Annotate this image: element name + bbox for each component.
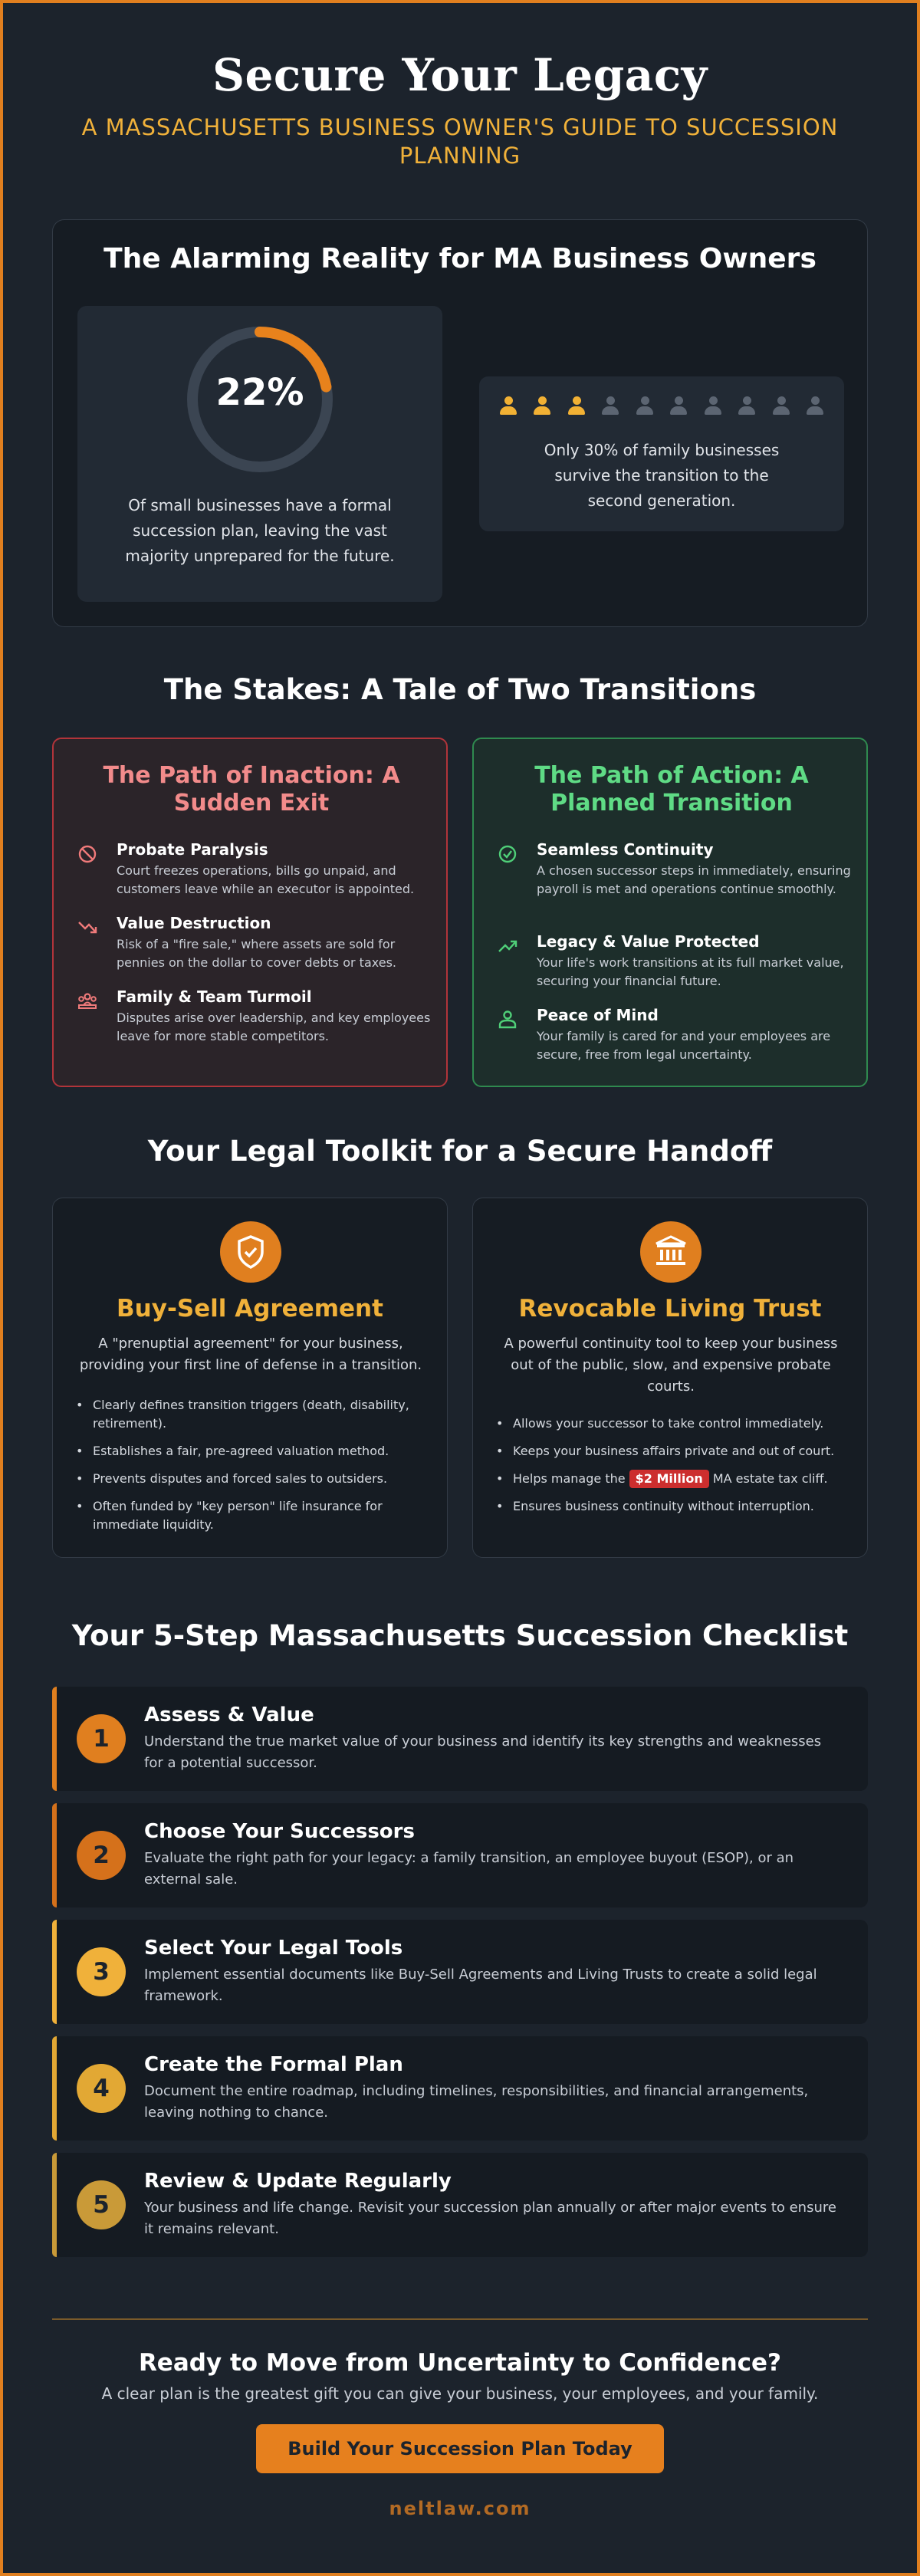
person-icon-highlighted: [531, 395, 553, 418]
step-accent-bar: [52, 2036, 57, 2141]
action-title: The Path of Action: A Planned Transition: [534, 762, 809, 816]
inaction-item-title: Family & Team Turmoil: [117, 987, 312, 1006]
step-number-badge: 3: [77, 1947, 126, 1996]
buy-sell-bullet: • Clearly defines transition triggers (death, disability, retirement).: [76, 1396, 429, 1433]
checklist-step: [52, 1920, 868, 2024]
page-title: Secure Your Legacy: [212, 49, 708, 101]
step-title: Select Your Legal Tools: [144, 1937, 403, 1960]
team-icon: [77, 991, 98, 1012]
people-icon-row: [498, 395, 826, 418]
step-title: Create the Formal Plan: [144, 2053, 403, 2076]
inaction-item-title: Value Destruction: [117, 914, 271, 932]
reality-section: [52, 219, 868, 627]
family-business-description: Only 30% of family businesses survive the transition to the second generation.: [544, 441, 780, 510]
checklist-step: [52, 1687, 868, 1791]
person-icon: [702, 395, 724, 418]
buy-sell-bullet-list: [76, 1396, 429, 1543]
action-item-desc: Your life's work transitions at its full market value, securing your financial future.: [537, 955, 844, 988]
person-icon: [804, 395, 826, 418]
path-of-inaction-card: [52, 738, 448, 1087]
step-number-badge: 1: [77, 1714, 126, 1763]
action-item-title: Peace of Mind: [537, 1006, 659, 1024]
step-number-badge: 5: [77, 2180, 126, 2229]
buy-sell-agreement-card: [52, 1198, 448, 1558]
bank-icon: [640, 1221, 702, 1283]
step-accent-bar: [52, 2153, 57, 2257]
buy-sell-bullet: • Establishes a fair, pre-agreed valuation method.: [76, 1442, 429, 1460]
inaction-item-title: Probate Paralysis: [117, 840, 268, 859]
trust-description: A powerful continuity tool to keep your business out of the public, slow, and expensive probate courts.: [504, 1336, 838, 1395]
stat-value: 22%: [215, 371, 304, 414]
buy-sell-bullet: • Prevents disputes and forced sales to outsiders.: [76, 1470, 429, 1488]
step-description: Evaluate the right path for your legacy: a family transition, an employee buyout (ESOP), or an external sale.: [144, 1850, 794, 1888]
trust-bullet: • Allows your successor to take control immediately.: [496, 1414, 849, 1433]
inaction-title: The Path of Inaction: A Sudden Exit: [103, 762, 400, 816]
cta-subheading: A clear plan is the greatest gift you can give your business, your employees, and your family.: [101, 2384, 819, 2403]
checklist-step: [52, 2036, 868, 2141]
inaction-item-desc: Risk of a "fire sale," where assets are sold for pennies on the dollar to cover debts or taxes.: [117, 937, 396, 970]
checklist-step: [52, 2153, 868, 2257]
action-item-title: Legacy & Value Protected: [537, 932, 760, 951]
toolkit-heading: Your Legal Toolkit for a Secure Handoff: [147, 1135, 773, 1168]
buy-sell-title: Buy-Sell Agreement: [117, 1295, 383, 1322]
step-description: Implement essential documents like Buy-Sell Agreements and Living Trusts to create a solid legal framework.: [144, 1967, 817, 2004]
trust-bullet: • Keeps your business affairs private and out of court.: [496, 1442, 849, 1460]
trust-bullet-tax: [496, 1470, 849, 1488]
buy-sell-bullet: • Often funded by "key person" life insurance for immediate liquidity.: [76, 1497, 429, 1534]
step-number-badge: 4: [77, 2064, 126, 2113]
reality-heading: The Alarming Reality for MA Business Owners: [104, 243, 816, 274]
person-icon: [497, 1009, 518, 1030]
person-icon: [770, 395, 792, 418]
footer-site-link[interactable]: neltlaw.com: [389, 2498, 531, 2519]
checklist-step: [52, 1803, 868, 1907]
trust-bullet: • Ensures business continuity without interruption.: [496, 1497, 849, 1516]
action-item-desc: Your family is cared for and your employees are secure, free from legal uncertainty.: [537, 1029, 831, 1062]
person-icon: [668, 395, 689, 418]
action-item-title: Seamless Continuity: [537, 840, 714, 859]
page-subtitle: A MASSACHUSETTS BUSINESS OWNER'S GUIDE TO SUCCESSION PLANNING: [81, 114, 839, 169]
step-description: Understand the true market value of your business and identify its key strengths and weaknesses for a potential successor.: [144, 1733, 822, 1771]
family-business-stat-card: [479, 376, 844, 531]
person-icon: [600, 395, 621, 418]
check-circle-icon: [497, 843, 518, 865]
step-description: Document the entire roadmap, including timelines, responsibilities, and financial arrangements, leaving nothing to chance.: [144, 2083, 809, 2121]
tax-threshold-badge: $2 Million: [629, 1470, 709, 1488]
ban-icon: [77, 843, 98, 865]
inaction-item-desc: Court freezes operations, bills go unpaid, and customers leave while an executor is appointed.: [117, 863, 415, 896]
checklist-heading: Your 5-Step Massachusetts Succession Checklist: [71, 1619, 849, 1652]
cta-heading: Ready to Move from Uncertainty to Confidence?: [138, 2349, 782, 2377]
shield-check-icon: [220, 1221, 281, 1283]
stakes-heading: The Stakes: A Tale of Two Transitions: [163, 673, 757, 706]
person-icon-highlighted: [498, 395, 519, 418]
tax-suffix: MA estate tax cliff.: [712, 1471, 828, 1486]
inaction-item-desc: Disputes arise over leadership, and key employees leave for more stable competitors.: [117, 1010, 431, 1043]
build-succession-plan-button[interactable]: Build Your Succession Plan Today: [256, 2424, 664, 2473]
step-accent-bar: [52, 1920, 57, 2024]
step-title: Choose Your Successors: [144, 1820, 415, 1843]
path-of-action-card: [472, 738, 868, 1087]
step-title: Review & Update Regularly: [144, 2170, 452, 2193]
step-title: Assess & Value: [144, 1704, 314, 1727]
person-icon: [634, 395, 656, 418]
succession-plan-stat-card: [77, 306, 442, 602]
step-accent-bar: [52, 1803, 57, 1907]
trend-down-icon: [77, 917, 98, 938]
action-item-desc: A chosen successor steps in immediately, ensuring payroll is met and operations continue smoothly.: [537, 863, 851, 896]
person-icon-highlighted: [566, 395, 587, 418]
buy-sell-description: A "prenuptial agreement" for your business, providing your first line of defense in a transition.: [79, 1336, 422, 1373]
section-divider: [52, 2318, 868, 2320]
person-icon: [736, 395, 757, 418]
trust-title: Revocable Living Trust: [518, 1295, 822, 1322]
stat-description: Of small businesses have a formal succession plan, leaving the vast majority unprepared for the future.: [125, 496, 395, 565]
step-number-badge: 2: [77, 1831, 126, 1880]
revocable-living-trust-card: [472, 1198, 868, 1558]
trust-bullet-list: [496, 1414, 849, 1525]
step-accent-bar: [52, 1687, 57, 1791]
trend-up-icon: [497, 935, 518, 957]
tax-prefix: Helps manage the: [513, 1471, 626, 1486]
step-description: Your business and life change. Revisit your succession plan annually or after major events to ensure it remains relevant.: [144, 2200, 836, 2237]
